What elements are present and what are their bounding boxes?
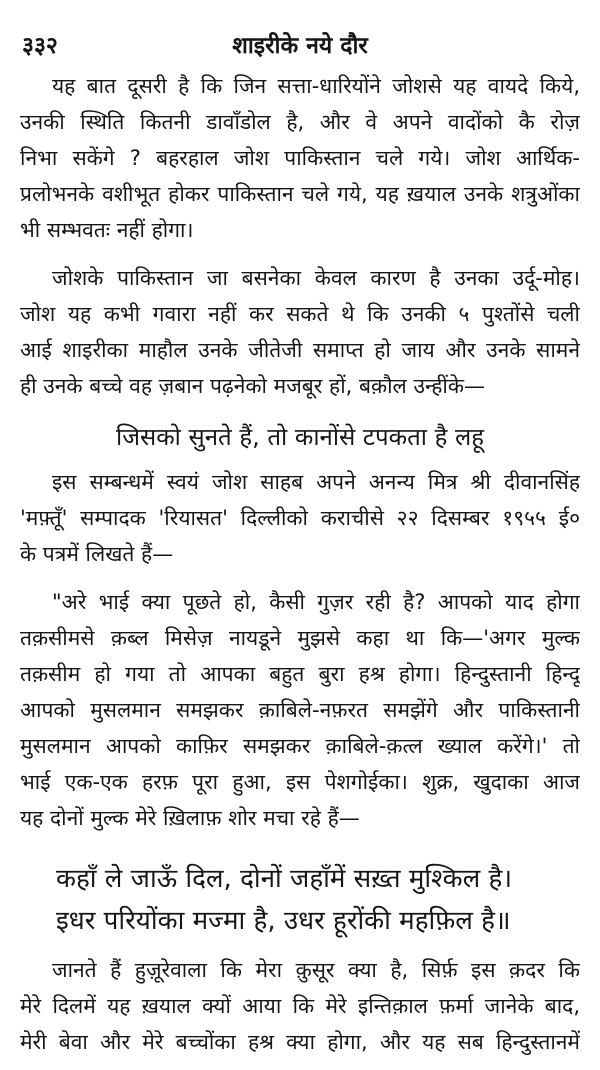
quoted-verse-line: जिसको सुनते हैं, तो कानोंसे टपकता है लहू bbox=[115, 423, 484, 451]
text-line: जानते हैं हुज़ूरेवाला कि मेरा क़ुसूर क्या है, सिर्फ़ इस क़दर कि bbox=[52, 958, 580, 982]
text-line: प्रलोभनके वशीभूत होकर पाकिस्तान चले गये, यह ख़याल उनके शत्रुओंका bbox=[20, 182, 580, 206]
text-line: ही उनके बच्चे वह ज़बान पढ़नेको मजबूर हों, बक़ौल उन्हींके— bbox=[20, 374, 485, 398]
paragraph-1 bbox=[20, 68, 580, 248]
text-line: "अरे भाई क्या पूछते हो, कैसी गुज़र रही है? आपको याद होगा bbox=[52, 590, 580, 614]
verse-couplet bbox=[20, 858, 580, 942]
paragraph-5 bbox=[20, 952, 580, 1060]
page-number: ३३२ bbox=[22, 33, 58, 59]
text-line: के पत्रमें लिखते हैं— bbox=[20, 542, 174, 566]
text-line: 'मफ़्तूँ' सम्पादक 'रियासत' दिल्लीको कराचीसे २२ दिसम्बर १९५५ ई० bbox=[20, 506, 580, 530]
text-line: मुसलमान आपको काफ़िर समझकर क़ाबिले-क़त्ल ख्याल करेंगे।' तो bbox=[20, 734, 580, 758]
text-line: मेरे दिलमें यह ख़याल क्यों आया कि मेरे इन्तिक़ाल फ़र्मा जानेके बाद, bbox=[20, 994, 580, 1018]
text-line: तक़सीमसे क़ब्ल मिसेज़ नायडूने मुझसे कहा था कि—'अगर मुल्क bbox=[20, 626, 580, 650]
text-line: आई शाइरीका माहौल उनके जीतेजी समाप्त हो जाय और उनके सामने bbox=[20, 338, 580, 362]
paragraph-4-letter bbox=[20, 584, 580, 836]
text-line: तक़सीम हो गया तो आपका बहुत बुरा हश्र होगा। हिन्दुस्तानी हिन्दू bbox=[20, 662, 580, 686]
text-line: यह बात दूसरी है कि जिन सत्ता-धारियोंने जोशसे यह वायदे किये, bbox=[52, 74, 580, 98]
running-head: शाइरीके नये दौर bbox=[232, 33, 368, 59]
text-line: मेरी बेवा और मेरे बच्चोंका हश्र क्या होगा, और यह सब हिन्दुस्तानमें bbox=[20, 1030, 580, 1054]
text-line: उनकी स्थिति कितनी डावाँडोल है, और वे अपने वादोंको कै रोज़ bbox=[20, 110, 580, 134]
paragraph-3 bbox=[20, 464, 580, 572]
text-line: आपको मुसलमान समझकर क़ाबिले-नफ़रत समझेंगे और पाकिस्तानी bbox=[20, 698, 580, 722]
text-line: जोश यह कभी गवारा नहीं कर सकते थे कि उनकी ५ पुश्तोंसे चली bbox=[20, 302, 580, 326]
text-line: भाई एक-एक हरफ़ पूरा हुआ, इस पेशगोईका। शुक्र, खुदाका आज bbox=[20, 770, 580, 794]
verse-line: इधर परियोंका मज्मा है, उधर हूरोंकी महफ़िल है॥ bbox=[56, 906, 511, 936]
text-line: इस सम्बन्धमें स्वयं जोश साहब अपने अनन्य मित्र श्री दीवानसिंह bbox=[52, 470, 580, 494]
text-line: भी सम्भवतः नहीं होगा। bbox=[20, 218, 194, 242]
verse-line: कहाँ ले जाऊँ दिल, दोनों जहाँमें सख़्त मुश्किल है। bbox=[56, 864, 513, 894]
page-header bbox=[20, 0, 580, 62]
paragraph-2 bbox=[20, 260, 580, 404]
text-line: निभा सकेंगे ? बहरहाल जोश पाकिस्तान चले गये। जोश आर्थिक- bbox=[20, 146, 580, 170]
text-line: जोशके पाकिस्तान जा बसनेका केवल कारण है उनका उर्दू-मोह। bbox=[52, 266, 580, 290]
text-line: यह दोनों मुल्क मेरे ख़िलाफ़ शोर मचा रहे हैं— bbox=[20, 806, 360, 830]
